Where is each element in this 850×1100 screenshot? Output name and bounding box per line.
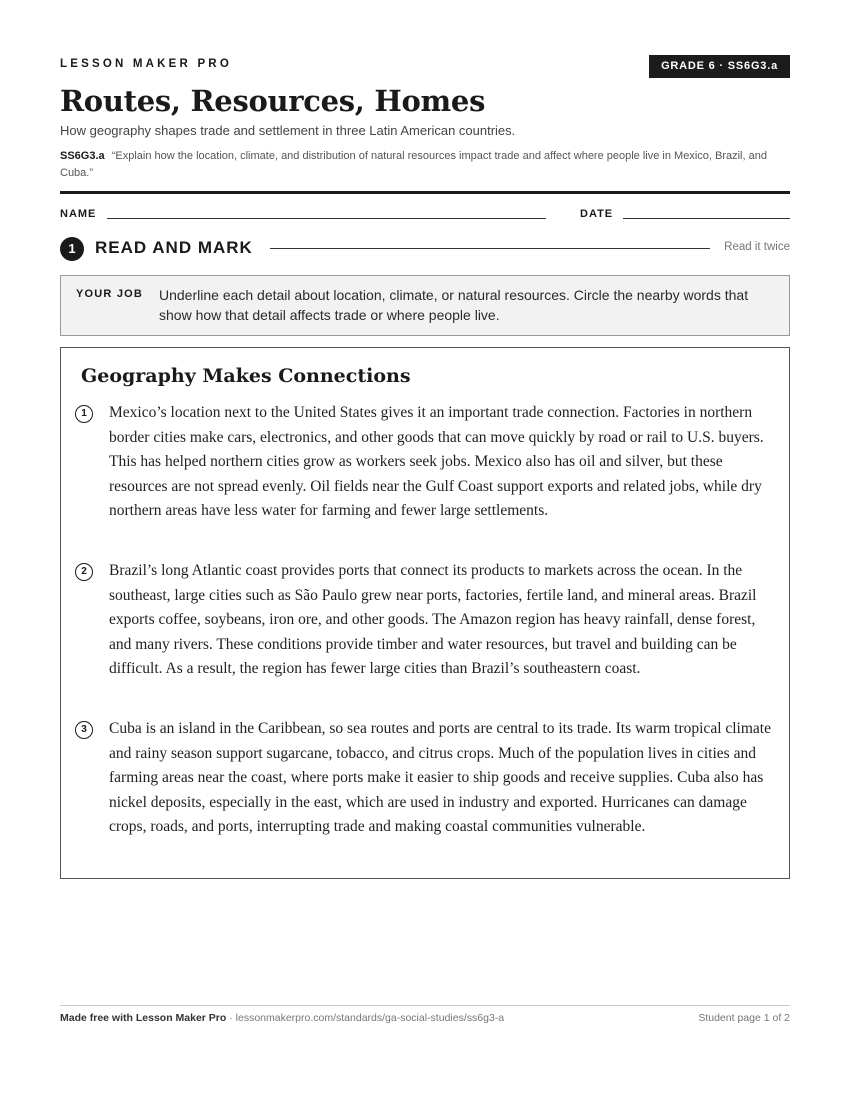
instructions-box	[60, 275, 790, 336]
paragraph-number: 1	[75, 405, 93, 423]
reading-passage	[60, 347, 790, 879]
brand-name: LESSON MAKER PRO	[60, 58, 232, 70]
name-label: NAME	[60, 208, 97, 220]
header-bar	[60, 55, 790, 79]
standard-code: SS6G3.a	[60, 150, 105, 162]
date-label: DATE	[580, 208, 614, 220]
footer-divider	[60, 1005, 790, 1006]
header-divider	[60, 191, 790, 194]
paragraph-text: Cuba is an island in the Caribbean, so sea routes and ports are central to its trade. Its warm tropical climate and rainy season support sugarcane, tobacco, and citrus crops. Much of the population lives in cities and farming areas near the coast, where ports make it easier to ship goods and receive supplies. Cuba also has nickel deposits, especially in the east, which are used in industry and exported. Hurricanes can damage crops, roads, and ports, interrupting trade and making coastal communities vulnerable.	[109, 720, 771, 836]
page-title: Routes, Resources, Homes	[60, 84, 486, 118]
date-field[interactable]	[623, 218, 790, 219]
student-fields	[60, 207, 790, 223]
footer-url[interactable]: · lessonmakerpro.com/standards/ga-social-studies/ss6g3-a	[226, 1012, 505, 1024]
paragraph-number: 3	[75, 721, 93, 739]
footer-credit: Made free with Lesson Maker Pro	[60, 1012, 227, 1024]
section-title: READ AND MARK	[95, 238, 253, 257]
footer	[60, 1012, 790, 1024]
paragraph-text: Brazil’s long Atlantic coast provides ports that connect its products to markets across the ocean. In the southeast, large cities such as São Paulo grew near ports, factories, fertile land, and mineral areas. Brazil exports coffee, soybeans, iron ore, and other goods. The Amazon region has heavy rainfall, dense forest, and many rivers. These conditions provide timber and water resources, but travel and building can be difficult. As a result, the region has fewer large cities than Brazil’s southeastern coast.	[109, 562, 757, 678]
standard-statement	[60, 148, 790, 182]
worksheet-page	[60, 0, 790, 1100]
step-number-badge: 1	[60, 237, 84, 261]
page-subtitle: How geography shapes trade and settlement in three Latin American countries.	[60, 123, 516, 138]
section-divider	[270, 248, 710, 249]
name-field[interactable]	[107, 218, 546, 219]
page-number: Student page 1 of 2	[698, 1012, 790, 1024]
grade-badge: GRADE 6 · SS6G3.a	[649, 55, 790, 78]
passage-title: Geography Makes Connections	[81, 365, 411, 387]
section-note: Read it twice	[724, 241, 790, 253]
section-heading	[60, 236, 790, 260]
instructions-text: Underline each detail about location, climate, or natural resources. Circle the nearby words that show how that detail affects trade or where people live.	[159, 287, 749, 323]
standard-text: “Explain how the location, climate, and distribution of natural resources impact trade and affect where people live in Mexico, Brazil, and Cuba.”	[60, 150, 767, 179]
paragraph-text: Mexico’s location next to the United States gives it an important trade connection. Factories in northern border cities make cars, electronics, and other goods that can move quickly by road or rail to U.S. buyers. This has helped northern cities grow as workers seek jobs. Mexico also has oil and silver, but these resources are not spread evenly. Oil fields near the Gulf Coast support exports and related jobs, while dry northern areas have less water for farming and fewer large settlements.	[109, 404, 764, 520]
paragraph-number: 2	[75, 563, 93, 581]
instructions-label: YOUR JOB	[76, 288, 144, 300]
